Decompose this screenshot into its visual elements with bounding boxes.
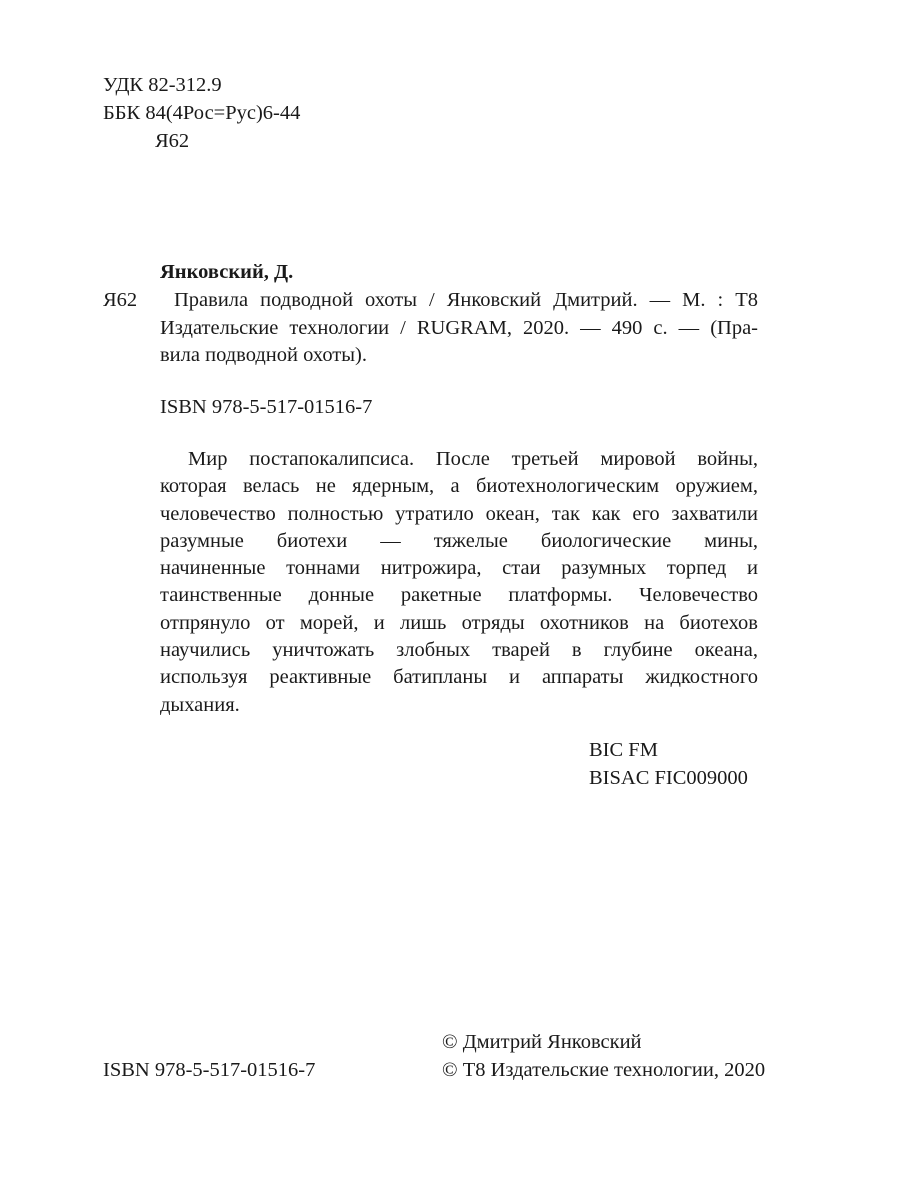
annotation-line: начиненные тоннами нитрожира, стаи разумных торпед и <box>160 557 758 580</box>
annotation-line: научились уничтожать злобных тварей в глубине океана, <box>160 639 758 662</box>
author-mark: Я62 <box>155 130 190 152</box>
udk-code: УДК 82-312.9 <box>103 74 222 96</box>
isbn-footer: ISBN 978-5-517-01516-7 <box>103 1059 316 1081</box>
biblio-line: Издательские технологии / RUGRAM, 2020. — 490 с. — (Пра- <box>160 316 758 339</box>
annotation-line: дыхания. <box>160 693 240 716</box>
biblio-line: вила подводной охоты). <box>160 344 367 366</box>
annotation-line: Мир постапокалипсиса. После третьей мировой войны, <box>188 448 758 470</box>
bbk-code: ББК 84(4Рос=Рус)6-44 <box>103 102 301 124</box>
bibliographic-description <box>160 287 758 370</box>
biblio-line: Правила подводной охоты / Янковский Дмитрий. — М. : Т8 <box>174 289 758 311</box>
copyright-publisher: © Т8 Издательские технологии, 2020 <box>442 1059 766 1081</box>
bic-code: BIC FM <box>589 739 658 761</box>
bisac-code: BISAC FIC009000 <box>589 767 748 789</box>
copyright-author: © Дмитрий Янковский <box>442 1031 642 1053</box>
author-heading: Янковский, Д. <box>160 261 294 283</box>
isbn-record: ISBN 978-5-517-01516-7 <box>160 396 373 418</box>
annotation-line: отпрянуло от морей, и лишь отряды охотников на биотехов <box>160 611 758 634</box>
annotation-line: человечество полностью утратило океан, так как его захватили <box>160 502 758 525</box>
annotation-line: разумные биотехи — тяжелые биологические мины, <box>160 529 758 552</box>
annotation-line: используя реактивные батипланы и аппараты жидкостного <box>160 666 758 689</box>
record-author-mark: Я62 <box>103 289 138 311</box>
annotation-paragraph <box>160 446 758 719</box>
annotation-line: которая велась не ядерным, а биотехнологическим оружием, <box>160 475 758 498</box>
annotation-line: таинственные донные ракетные платформы. Человечество <box>160 584 758 607</box>
